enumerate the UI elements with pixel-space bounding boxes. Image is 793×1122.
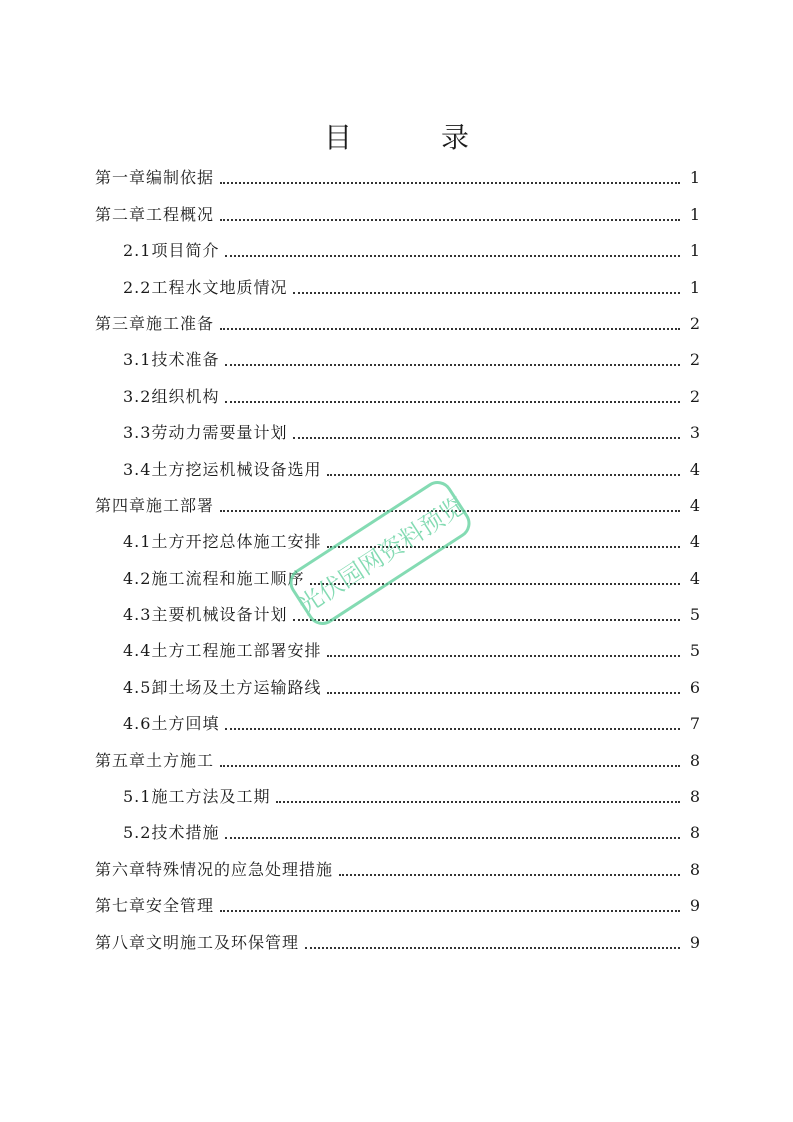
toc-entry-title: 4.1土方开挖总体施工安排 <box>123 532 322 552</box>
toc-page-number: 9 <box>689 896 701 916</box>
toc-entry-title: 4.5卸土场及土方运输路线 <box>123 677 322 697</box>
toc-subentry[interactable] <box>95 225 701 261</box>
toc-entry-title: 4.6土方回填 <box>123 714 220 734</box>
toc-page-number: 2 <box>689 386 701 406</box>
toc-page-number: 5 <box>689 605 701 625</box>
toc-subentry[interactable] <box>95 698 701 734</box>
toc-dot-leader <box>220 765 680 767</box>
toc-entry-title: 第六章特殊情况的应急处理措施 <box>95 859 334 879</box>
toc-dot-leader <box>293 437 679 439</box>
toc-dot-leader <box>276 801 679 803</box>
toc-entry-title: 4.3主要机械设备计划 <box>123 605 288 625</box>
toc-entry[interactable] <box>95 734 701 770</box>
toc-entry-title: 5.1施工方法及工期 <box>123 787 271 807</box>
toc-entry-title: 3.2组织机构 <box>123 386 220 406</box>
page-title: 目 录 <box>324 121 509 154</box>
toc-dot-leader <box>225 728 679 730</box>
toc-entry-title: 第八章文明施工及环保管理 <box>95 932 300 952</box>
toc-dot-leader <box>225 837 679 839</box>
toc-page-number: 5 <box>689 641 701 661</box>
toc-subentry[interactable] <box>95 771 701 807</box>
toc-page-number: 1 <box>689 168 701 188</box>
toc-dot-leader <box>225 401 679 403</box>
toc-entry-title: 第四章施工部署 <box>95 495 215 515</box>
toc-subentry[interactable] <box>95 661 701 697</box>
toc-page-number: 2 <box>689 350 701 370</box>
toc-page-number: 6 <box>689 677 701 697</box>
toc-dot-leader <box>220 510 680 512</box>
toc-subentry[interactable] <box>95 407 701 443</box>
toc-entry[interactable] <box>95 480 701 516</box>
toc-subentry[interactable] <box>95 334 701 370</box>
toc-entry-title: 3.3劳动力需要量计划 <box>123 423 288 443</box>
toc-page-number: 9 <box>689 932 701 952</box>
toc-entry[interactable] <box>95 152 701 188</box>
toc-entry-title: 第五章土方施工 <box>95 750 215 770</box>
toc-entry-title: 第三章施工准备 <box>95 313 215 333</box>
toc-page-number: 4 <box>689 568 701 588</box>
toc-page-number: 3 <box>689 423 701 443</box>
toc-subentry[interactable] <box>95 261 701 297</box>
toc-entry[interactable] <box>95 880 701 916</box>
toc-dot-leader <box>220 910 680 912</box>
toc-entry-title: 第七章安全管理 <box>95 896 215 916</box>
toc-entry-title: 4.4土方工程施工部署安排 <box>123 641 322 661</box>
toc-entry-title: 4.2施工流程和施工顺序 <box>123 568 305 588</box>
toc-page-number: 4 <box>689 495 701 515</box>
toc-dot-leader <box>220 219 680 221</box>
toc-entry[interactable] <box>95 843 701 879</box>
toc-page-number: 8 <box>689 787 701 807</box>
toc-dot-leader <box>327 692 679 694</box>
toc-subentry[interactable] <box>95 807 701 843</box>
toc-page-number: 4 <box>689 459 701 479</box>
toc-entry-title: 3.1技术准备 <box>123 350 220 370</box>
toc-entry[interactable] <box>95 298 701 334</box>
toc-page-number: 1 <box>689 204 701 224</box>
toc-page-number: 1 <box>689 241 701 261</box>
toc-dot-leader <box>293 619 679 621</box>
toc-entry[interactable] <box>95 916 701 952</box>
toc-entry[interactable] <box>95 188 701 224</box>
toc-dot-leader <box>225 364 679 366</box>
toc-page-number: 8 <box>689 750 701 770</box>
toc-entry-title: 2.2工程水文地质情况 <box>123 277 288 297</box>
toc-subentry[interactable] <box>95 552 701 588</box>
toc-page-number: 8 <box>689 859 701 879</box>
toc-dot-leader <box>293 292 679 294</box>
toc-page-number: 7 <box>689 714 701 734</box>
toc-entry-title: 第二章工程概况 <box>95 204 215 224</box>
toc-page-number: 4 <box>689 532 701 552</box>
toc-dot-leader <box>327 474 679 476</box>
toc-page-number: 8 <box>689 823 701 843</box>
toc-subentry[interactable] <box>95 625 701 661</box>
toc-dot-leader <box>225 255 679 257</box>
toc-entry-title: 5.2技术措施 <box>123 823 220 843</box>
toc-subentry[interactable] <box>95 589 701 625</box>
toc-dot-leader <box>305 947 680 949</box>
toc-entry-title: 3.4土方挖运机械设备选用 <box>123 459 322 479</box>
toc-dot-leader <box>339 874 680 876</box>
toc-subentry[interactable] <box>95 516 701 552</box>
toc-subentry[interactable] <box>95 370 701 406</box>
toc-subentry[interactable] <box>95 443 701 479</box>
toc-entry-title: 第一章编制依据 <box>95 168 215 188</box>
toc-dot-leader <box>220 328 680 330</box>
toc-dot-leader <box>310 583 679 585</box>
toc-dot-leader <box>220 182 680 184</box>
watermark-text: 光伏园网资料预览 <box>293 491 470 620</box>
table-of-contents <box>95 152 701 953</box>
toc-dot-leader <box>327 655 679 657</box>
toc-page-number: 1 <box>689 277 701 297</box>
toc-page-number: 2 <box>689 313 701 333</box>
toc-entry-title: 2.1项目简介 <box>123 241 220 261</box>
toc-dot-leader <box>327 546 679 548</box>
